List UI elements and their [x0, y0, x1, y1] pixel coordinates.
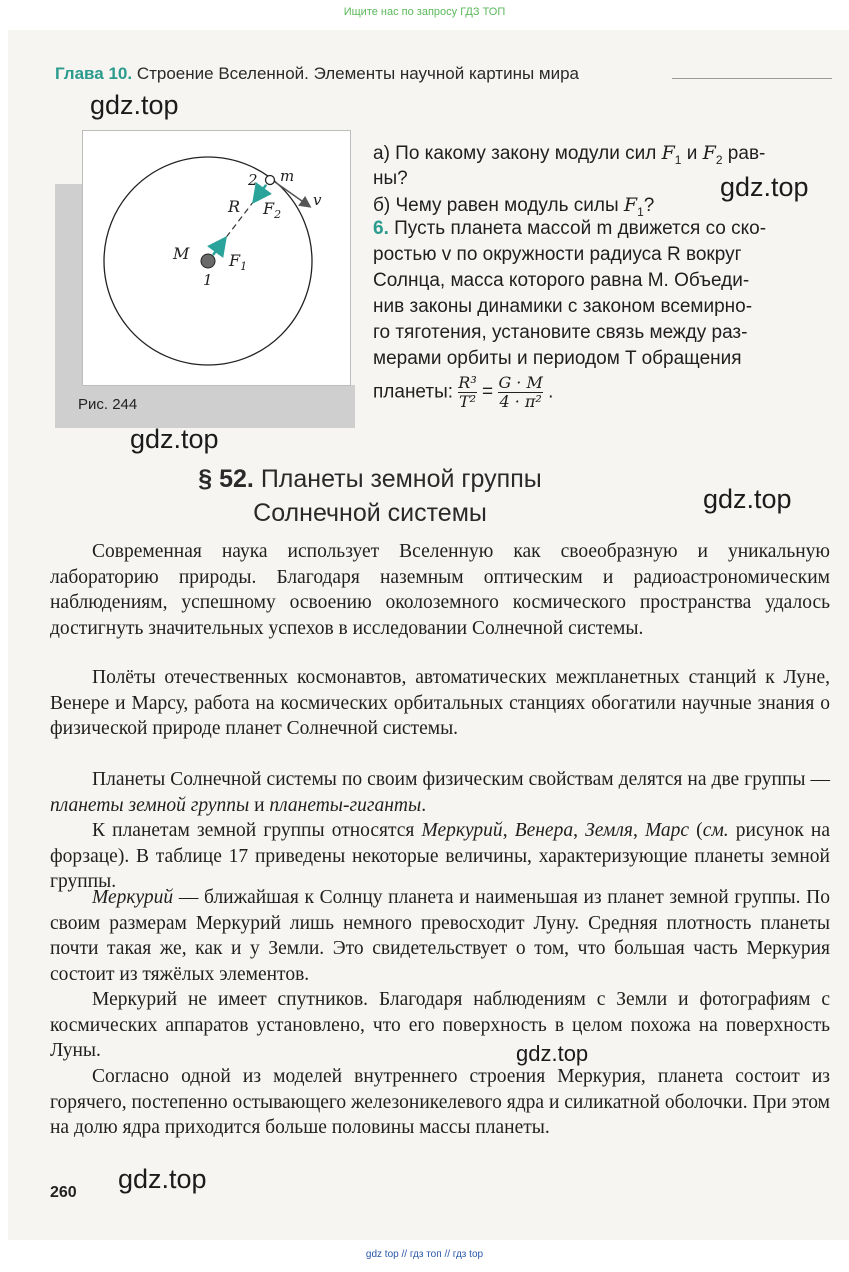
question-b: б) Чему равен модуль силы $F_1$? — [373, 194, 655, 219]
paragraph-6: Меркурий не имеет спутников. Благодаря наблюдениям с Земли и фотографиям с космических аппаратов установлено, что его поверхность в целом похожа на поверхность Луны. — [50, 989, 830, 1062]
paragraph-7: Согласно одной из моделей внутреннего строения Меркурия, планета состоит из горячего, постепенно остывающего железоникелевого ядра и силикатной оболочки. При этом на долю ядра приходится больше половины массы планеты. — [50, 1066, 830, 1139]
planet — [266, 176, 275, 185]
question-a-line2: ны? — [373, 168, 408, 189]
orbit-diagram — [83, 131, 350, 385]
force-f1-arrow — [213, 240, 224, 255]
label-force-f2: $F_2$ — [263, 199, 282, 222]
label-velocity: v — [313, 191, 322, 209]
paragraph-5: Меркурий — ближайшая к Солнцу планета и наименьшая из планет земной группы. По своим размерам Меркурий лишь немного превосходит Луну. Средняя плотность планеты почти такая же, как и у Земли. Это свидетельствует о том, что большая часть Меркурия состоит из тяжёлых элементов. — [50, 887, 830, 985]
chapter-rule — [672, 78, 832, 79]
paragraph-3: Планеты Солнечной системы по своим физическим свойствам делятся на две группы — планеты земной группы и планеты-гиганты. — [50, 769, 830, 816]
formula-rhs: $\frac{G \cdot M}{\text{4 · π²}}$ — [498, 373, 543, 411]
label-point-1: 1 — [203, 271, 213, 289]
watermark: gdz.top — [703, 484, 792, 514]
watermark: gdz.top — [720, 172, 809, 202]
sun-mass — [201, 254, 215, 268]
question-a: а) По какому закону модули сил $F_1$ и $F_2$ рав- — [373, 142, 766, 167]
watermark: gdz.top — [516, 1041, 589, 1066]
watermark: gdz.top — [90, 90, 179, 120]
label-mass-sun: M — [173, 244, 190, 263]
question-6-line: ростью v по окружности радиуса R вокруг — [373, 244, 742, 265]
section-title: § 52. Планеты земной группы — [198, 465, 542, 493]
watermark: gdz.top — [130, 424, 219, 454]
question-6-line: Солнца, масса которого равна M. Объеди- — [373, 270, 750, 291]
chapter-number: Глава 10. — [55, 64, 133, 83]
watermark: gdz.top — [118, 1164, 207, 1194]
chapter-header — [55, 64, 579, 84]
chapter-title: Строение Вселенной. Элементы научной картины мира — [136, 64, 580, 83]
bottom-banner[interactable]: gdz top // гдз топ // гдз top — [365, 1249, 484, 1260]
page-number: 260 — [50, 1184, 77, 1201]
top-banner[interactable]: Ищите нас по запросу ГДЗ ТОП — [343, 6, 506, 18]
question-6-number: 6. — [373, 218, 389, 239]
question-6-line: мерами орбиты и периодом T обращения — [373, 348, 742, 369]
figure-frame — [82, 130, 351, 386]
question-6-line: нив законы динамики с законом всемирно- — [373, 296, 753, 317]
paragraph-1: Современная наука использует Вселенную как своеобразную и уникальную лабораторию природы. Благодаря наземным оптическим и радиоастрономическим наблюдениям, успешному освоению околоземного космического пространства удалось достигнуть значительных успехов в исследовании Солнечной системы. — [50, 541, 830, 639]
question-6-formula-line: планеты: $\frac{\text{R³}}{\text{T²}}$ = $\frac{G \cdot M}{\text{4 · π²}}$ . — [373, 373, 554, 411]
paragraph-4: К планетам земной группы относятся Меркурий, Венера, Земля, Марс (см. рисунок на форзаце). В таблице 17 приведены некоторые величины, характеризующие планеты земной группы. — [50, 820, 831, 893]
label-mass-planet: m — [280, 167, 295, 185]
figure-caption: Рис. 244 — [78, 396, 138, 413]
question-6: 6. Пусть планета массой m движется со ско- — [373, 218, 767, 239]
question-6-line: го тяготения, установите связь между раз- — [373, 322, 748, 343]
section-number: § 52. — [198, 465, 254, 493]
paragraph-2: Полёты отечественных космонавтов, автоматических межпланетных станций к Луне, Венере и Марсу, работа на космических орбитальных станциях обогатили научные знания о физической природе планет Солнечной системы. — [50, 667, 830, 740]
label-point-2: 2 — [248, 171, 258, 189]
label-radius: R — [228, 197, 241, 216]
section-title-line2: Солнечной системы — [253, 499, 487, 527]
label-force-f1: $F_1$ — [229, 251, 248, 274]
formula-lhs: $\frac{\text{R³}}{\text{T²}}$ — [458, 373, 477, 411]
